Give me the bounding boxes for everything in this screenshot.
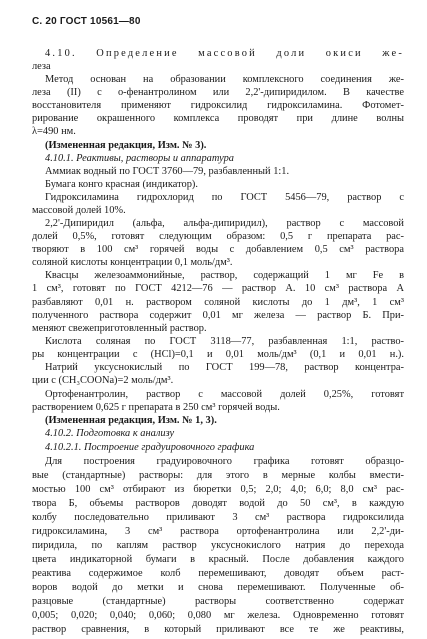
text-line: Натрий уксуснокислый по ГОСТ 199—78, раствор концентра- [45,362,404,373]
text-line: меняют свежеприготовленный раствор. [32,323,207,334]
text-line: твора Б, объемы растворов доводят водой до 50 см³, в каждую [32,498,404,509]
text-line: полученного раствора содержит 0,01 мг железа — раствор Б. При- [32,310,404,321]
text-line: 0,005; 0,020; 0,040; 0,060; 0,080 мг железа. Одновременно готовят [32,610,404,621]
text-line: соляной кислоты концентрации 0,1 моль/дм³. [32,257,233,268]
text-line: 4.10.2. Подготовка к анализу [45,428,175,439]
text-line: 4.10.1. Реактивы, растворы и аппаратура [45,153,234,164]
text-line: разцовые (стандартные) растворы соответственно содержат [32,596,404,607]
text-line: Кислота соляная по ГОСТ 3118—77, разбавленная 1:1, раство- [45,336,404,347]
text-line: рирование окрашенного комплекса проводят при длине волны [32,113,404,124]
text-line: 1 см³, готовят по ГОСТ 4212—76 — раствор А. 10 см³ раствора А [32,283,404,294]
text-line: творяют в 100 см³ горячей воды с добавлением 0,5 см³ раствора [32,244,404,255]
text-line: леза (II) с о-фенантролином или 2,2'-дипиридилом. В качестве [32,87,404,98]
text-line: 4.10. Определение массовой доли окиси же- [45,48,404,59]
text-line: долей 0,5%, готовят следующим образом: 0,5 г препарата рас- [32,231,404,242]
text-line: пиридила, по каплям раствор уксуснокислого натрия до перехода [32,540,404,551]
text-line: (Измененная редакция, Изм. № 3). [45,140,207,151]
text-line: цвета индикаторной бумаги в красный. После добавления каждого [32,554,404,565]
page-header: С. 20 ГОСТ 10561—80 [32,16,141,27]
text-line: ры концентрации с (HCl)=0,1 и 0,01 моль/дм³ (0,1 и 0,01 н.). [32,349,404,360]
text-line: гидроксиламина, 3 см³ раствора ортофенантролина или 2,2'-ди- [32,526,404,537]
text-line: Бумага конго красная (индикатор). [45,179,198,190]
text-line: разбавляют 0,01 н. раствором соляной кислоты до 1 дм³, 1 см³ [32,297,404,308]
text-line: (Измененная редакция, Изм. № 1, 3). [45,415,217,426]
text-line: воров водой до метки и снова перемешивают. Полученные об- [32,582,404,593]
text-line: Ортофенантролин, раствор с массовой долей 0,25%, готовят [45,389,404,400]
text-line: массовой долей 10%. [32,205,126,216]
text-line: λ=490 нм. [32,126,76,137]
text-line: мостью 100 см³ отбирают из бюретки 0,5; 2,0; 4,0; 6,0; 8,0 см³ рас- [32,484,404,495]
text-line: Метод основан на образовании комплексного соединения же- [45,74,404,85]
text-line: Для построения градуировочного графика готовят образцо- [45,456,404,467]
text-line: восстановителя применяют гидроксилид гидроксиламина. Фотомет- [32,100,404,111]
text-line: Гидроксиламина гидрохлорид по ГОСТ 5456—79, раствор с [45,192,404,203]
text-line: леза [32,61,51,72]
text-line: растворением 0,625 г препарата в 250 см³ горячей воды. [32,402,280,413]
text-line: ции с (CH₃COONa)=2 моль/дм³. [32,375,174,386]
text-line: вые (стандартные) растворы: для этого в мерные колбы вмести- [32,470,404,481]
text-line: раствор сравнения, в который приливают все те же реактивы, [32,624,404,635]
text-line: 2,2'-Дипиридил (альфа, альфа-дипиридил), раствор с массовой [45,218,404,229]
text-line: реактива содержимое колб перемешивают, доводят объем раст- [32,568,404,579]
text-line: Аммиак водный по ГОСТ 3760—79, разбавленный 1:1. [45,166,290,177]
text-line: Квасцы железоаммонийные, раствор, содержащий 1 мг Fe в [45,270,404,281]
text-line: колбу последовательно приливают 3 см³ раствора гидроксилида [32,512,404,523]
text-line: 4.10.2.1. Построение градуировочного графика [45,442,255,453]
